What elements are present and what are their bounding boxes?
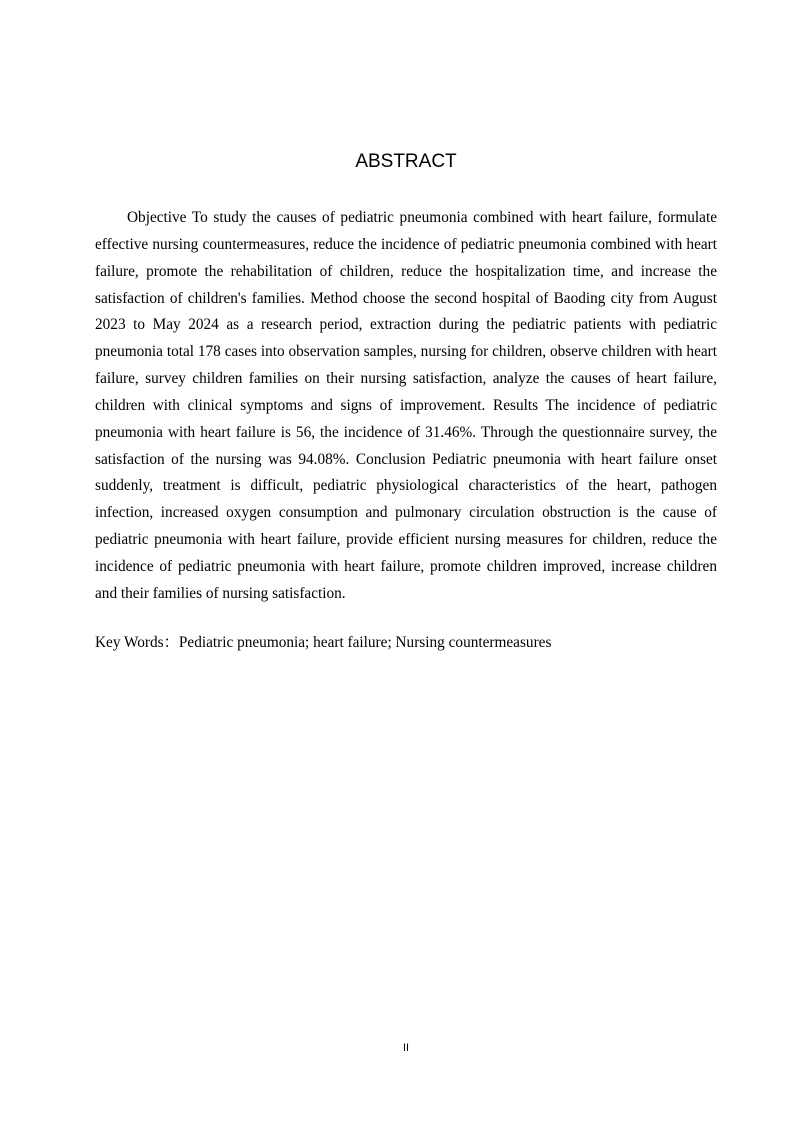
abstract-body: Objective To study the causes of pediatric pneumonia combined with heart failure, formulate effective nursing countermeasures, reduce the incidence of pediatric pneumonia combined with heart failure, promote the rehabilitation of children, reduce the hospitalization time, and increase the satisfaction of children's families. Method choose the second hospital of Baoding city from August 2023 to May 2024 as a research period, extraction during the pediatric patients with pediatric pneumonia total 178 cases into observation samples, nursing for children, observe children with heart failure, survey children families on their nursing satisfaction, analyze the causes of heart failure, children with clinical symptoms and signs of improvement. Results The incidence of pediatric pneumonia with heart failure is 56, the incidence of 31.46%. Through the questionnaire survey, the satisfaction of the nursing was 94.08%. Conclusion Pediatric pneumonia with heart failure onset suddenly, treatment is difficult, pediatric physiological characteristics of the heart, pathogen infection, increased oxygen consumption and pulmonary circulation obstruction is the cause of pediatric pneumonia with heart failure, provide efficient nursing measures for children, reduce the incidence of pediatric pneumonia with heart failure, promote children improved, increase children and their families of nursing satisfaction. <box>95 209 717 602</box>
keywords-line <box>95 632 717 654</box>
keywords-label: Key Words： <box>95 634 179 651</box>
page-number: II <box>402 1042 410 1054</box>
abstract-heading: ABSTRACT <box>355 151 457 172</box>
keywords-list: Pediatric pneumonia; heart failure; Nursing countermeasures <box>178 634 552 651</box>
